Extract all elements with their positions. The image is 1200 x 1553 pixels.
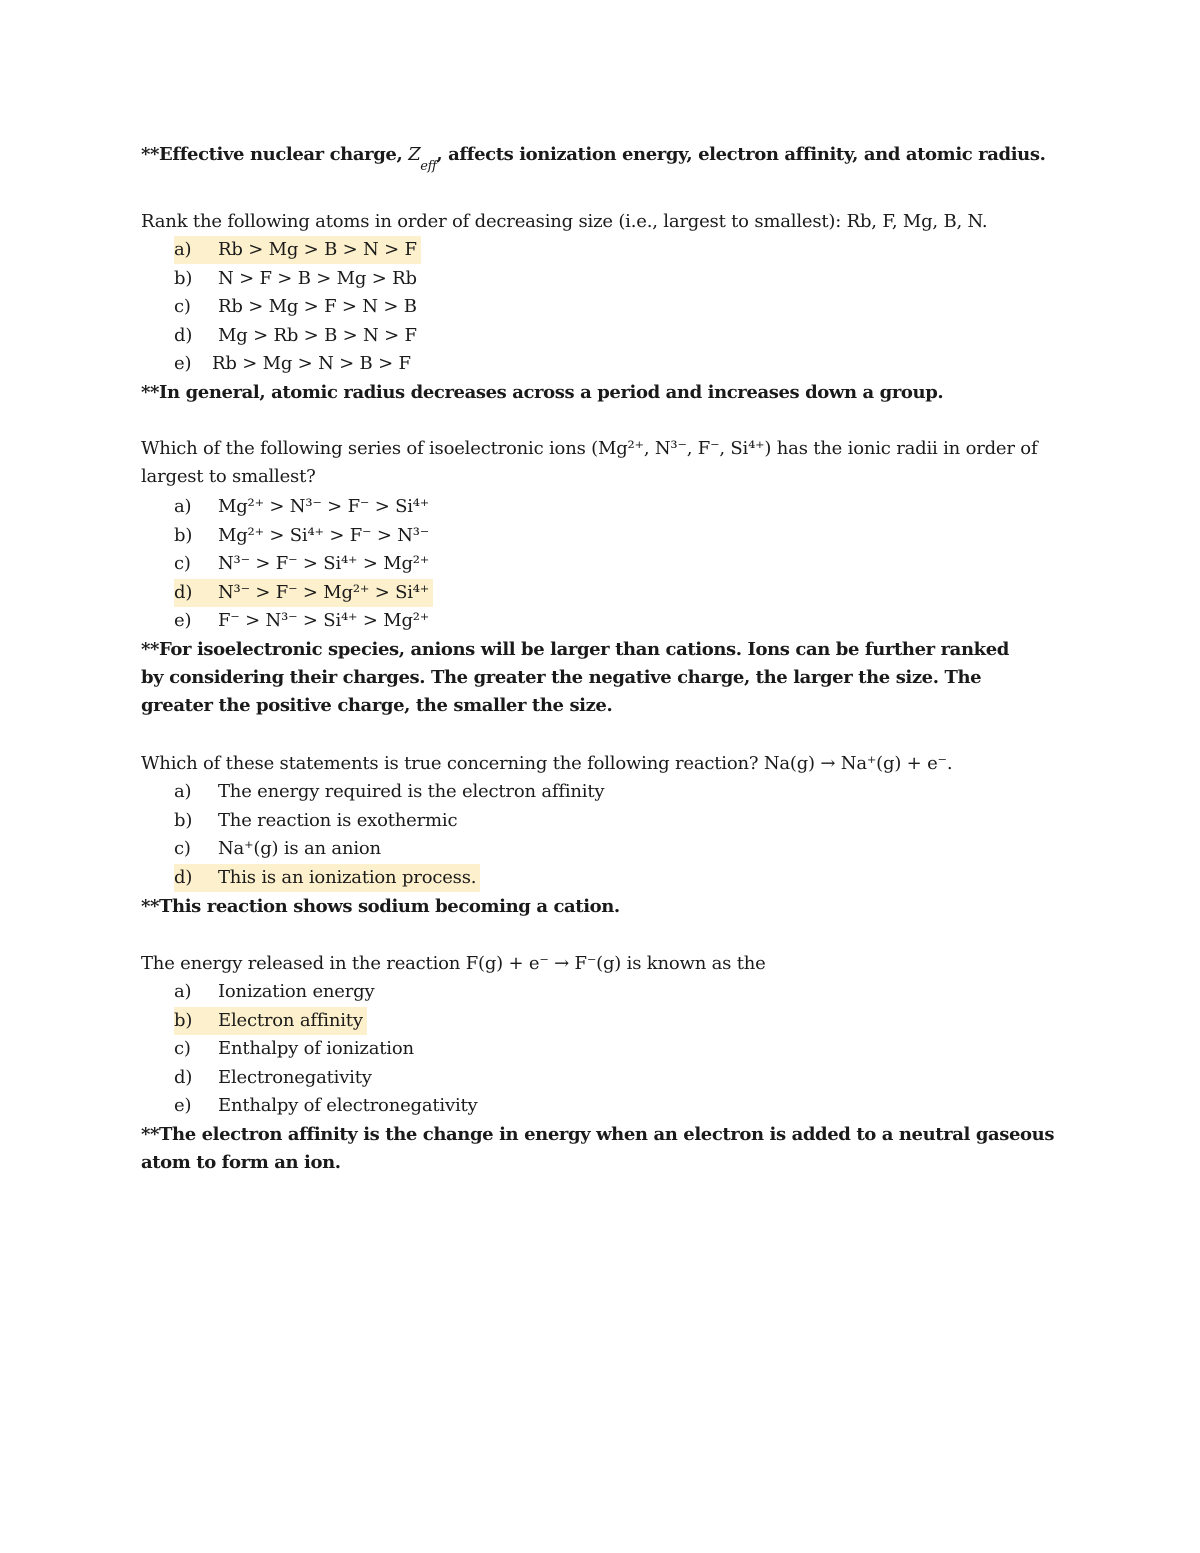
option-text: Mg²⁺ > N³⁻ > F⁻ > Si⁴⁺ [218,496,430,517]
option-text: Enthalpy of ionization [218,1038,414,1059]
option-letter: c) [174,1038,191,1059]
q1-option-a [174,236,421,264]
q4-option-b [174,1007,367,1035]
option-letter: b) [174,267,193,289]
q4-option-d [174,1064,372,1092]
option-letter: a) [174,496,192,517]
q1-option-e [174,350,411,378]
question-3-explanation: **This reaction shows sodium becoming a cation. [141,896,620,917]
option-letter: d) [174,866,193,888]
option-text: Rb > Mg > B > N > F [218,239,417,260]
option-letter: a) [174,239,192,260]
option-letter: a) [174,781,192,802]
option-letter: c) [174,553,191,574]
option-text: Electronegativity [218,1066,372,1088]
option-text: Mg²⁺ > Si⁴⁺ > F⁻ > N³⁻ [218,524,430,546]
option-letter: c) [174,296,191,317]
intro-prefix: **Effective nuclear charge, [141,144,403,165]
q2-option-d [174,579,433,607]
question-4-explanation: **The electron affinity is the change in energy when an electron is added to a neutral gaseous atom to form an ion. [141,1124,1055,1173]
option-text: F⁻ > N³⁻ > Si⁴⁺ > Mg²⁺ [218,610,430,631]
option-text: Enthalpy of electronegativity [218,1095,478,1116]
option-text: This is an ionization process. [218,866,477,888]
zeff-symbol [408,144,437,174]
q3-option-d [174,864,480,892]
q2-option-c [174,550,429,578]
option-letter: c) [174,838,191,859]
q4-option-e [174,1092,478,1120]
q3-option-a [174,778,604,806]
question-2-text: Which of the following series of isoelectronic ions (Mg²⁺, N³⁻, F⁻, Si⁴⁺) has the ionic radii in order of largest to smallest? [141,438,1038,487]
question-2-explanation: **For isoelectronic species, anions will be larger than cations. Ions can be further ranked by considering their charges. The greater the negative charge, the larger the size. The greater the positive charge, the smaller the size. [141,639,1009,716]
q3-option-b [174,807,457,835]
option-text: N > F > B > Mg > Rb [218,267,417,289]
q4-option-a [174,978,374,1006]
q1-option-c [174,293,417,321]
q1-option-d [174,322,417,350]
option-text: Rb > Mg > F > N > B [218,296,417,317]
option-text: N³⁻ > F⁻ > Mg²⁺ > Si⁴⁺ [218,581,430,603]
q2-option-a [174,493,429,521]
option-text: Rb > Mg > N > B > F [212,353,411,374]
question-3-text: Which of these statements is true concerning the following reaction? Na(g) → Na⁺(g) + e⁻. [141,753,953,774]
intro-suffix: , affects ionization energy, electron affinity, and atomic radius. [436,144,1046,165]
option-letter: e) [174,1095,192,1116]
option-letter: d) [174,1066,193,1088]
question-1-explanation: **In general, atomic radius decreases across a period and increases down a group. [141,382,944,403]
q3-option-c [174,835,381,863]
zeff-subscript: eff [420,159,437,174]
option-letter: a) [174,981,192,1002]
question-4-text: The energy released in the reaction F(g) + e⁻ → F⁻(g) is known as the [141,953,766,974]
option-text: The reaction is exothermic [218,809,458,831]
option-letter: d) [174,581,193,603]
q2-option-b [174,522,429,550]
zeff-z: Z [408,144,421,165]
option-text: Ionization energy [218,981,375,1002]
option-text: Mg > Rb > B > N > F [218,324,417,346]
option-letter: e) [174,610,192,631]
option-letter: b) [174,524,193,546]
q1-option-b [174,265,417,293]
q4-option-c [174,1035,414,1063]
option-text: Electron affinity [218,1009,363,1031]
option-letter: e) [174,353,192,374]
question-1-text: Rank the following atoms in order of decreasing size (i.e., largest to smallest): Rb, F, Mg, B, N. [141,211,988,232]
option-text: The energy required is the electron affinity [218,781,605,802]
option-letter: b) [174,1009,193,1031]
option-text: N³⁻ > F⁻ > Si⁴⁺ > Mg²⁺ [218,553,430,574]
option-text: Na⁺(g) is an anion [218,838,381,859]
intro-heading [141,141,1045,181]
option-letter: b) [174,809,193,831]
option-letter: d) [174,324,193,346]
q2-option-e [174,607,429,635]
